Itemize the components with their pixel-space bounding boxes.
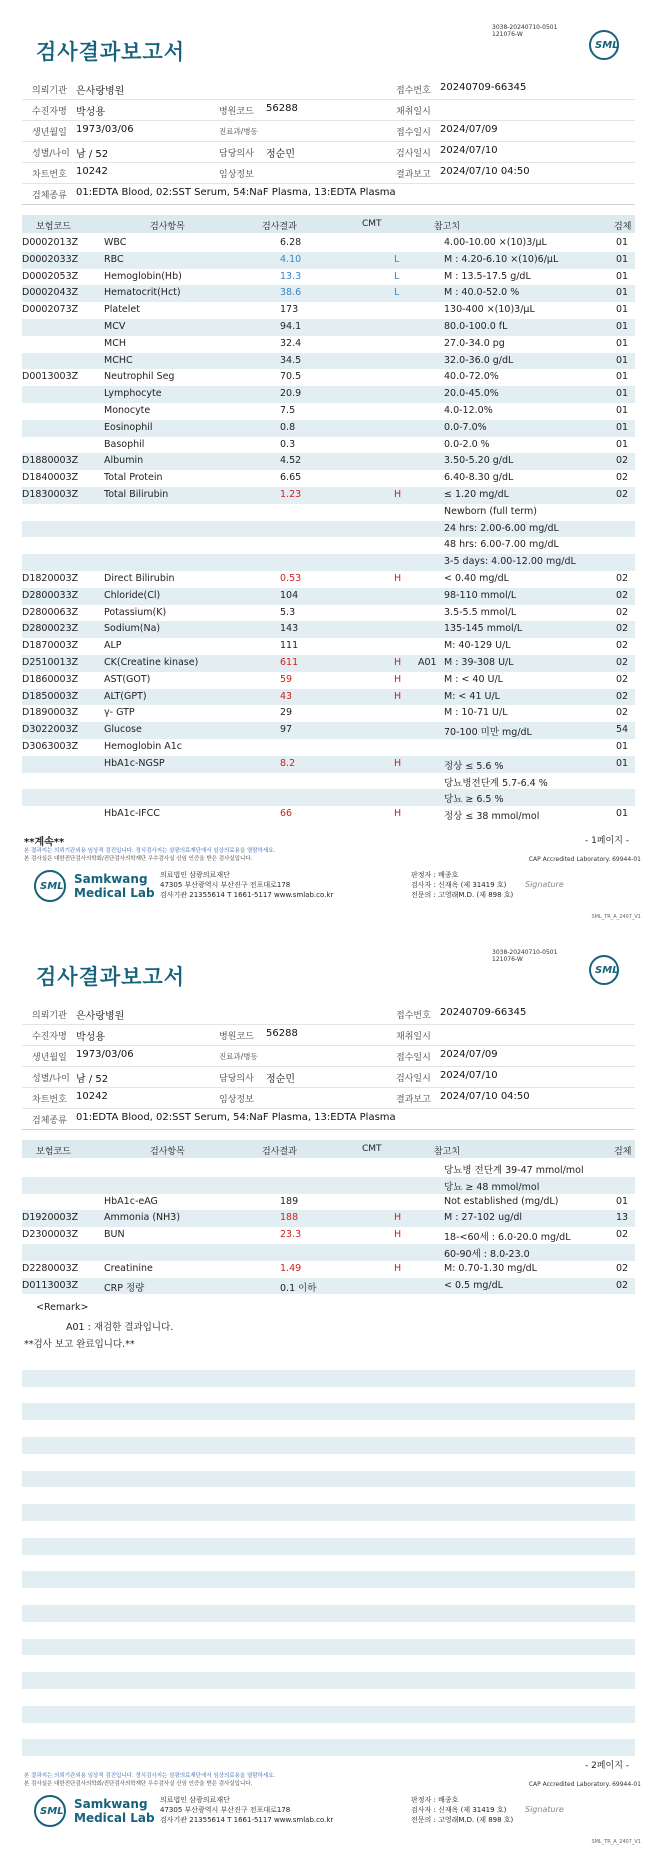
test-code: D0002073Z <box>22 304 79 316</box>
empty-row-stripe <box>22 1672 635 1689</box>
empty-row-stripe <box>22 1538 635 1555</box>
test-name: Basophil <box>104 438 145 450</box>
remark-title: <Remark> <box>36 1302 89 1313</box>
report-title: 검사결과보고서 <box>36 40 186 64</box>
specimen-code: 02 <box>616 472 629 484</box>
result-row <box>22 571 635 588</box>
reference-range: 3.50-5.20 g/dL <box>444 455 514 467</box>
test-value: 1.49 <box>280 1262 302 1274</box>
test-code: D1840003Z <box>22 472 79 484</box>
sml-footer-logo-icon: SML <box>34 870 66 902</box>
test-code: D1880003Z <box>22 455 79 467</box>
test-flag: L <box>394 287 400 299</box>
reference-range: M : 4.20-6.10 ×(10)6/μL <box>444 253 559 265</box>
accreditation-text: 본 검사실은 대한진단검사의학회/진단검사의학재단 우수검사실 신임 인증을 받은 검사실입니다. <box>24 856 253 862</box>
reference-range: 27.0-34.0 pg <box>444 337 505 349</box>
brand-name: Samkwang Medical Lab <box>74 872 155 900</box>
test-value: 0.53 <box>280 572 302 584</box>
test-value: 6.28 <box>280 237 302 248</box>
test-code: D0013003Z <box>22 371 79 383</box>
result-row <box>22 756 635 773</box>
test-name: AST(GOT) <box>104 673 151 685</box>
specimen-code: 02 <box>616 1262 629 1274</box>
footer-signers: 판정자 : 배종호 검사자 : 신재옥 (제 31419 호) 전문의 : 고영래M.D. (제 898 호) <box>411 1796 514 1824</box>
reference-range: 40.0-72.0% <box>444 371 499 383</box>
test-name: BUN <box>104 1229 125 1241</box>
result-row <box>22 1177 635 1194</box>
test-value: 29 <box>280 707 293 719</box>
reference-range: M : 10-71 U/L <box>444 707 508 719</box>
test-name: Albumin <box>104 455 144 467</box>
test-value: 13.3 <box>280 270 302 282</box>
reference-range: < 0.5 mg/dL <box>444 1279 503 1291</box>
specimen-code: 01 <box>616 1195 629 1207</box>
test-name: CK(Creatine kinase) <box>104 656 199 668</box>
notice-text: 본 결과지는 의뢰기관외용 임상적 검진입니다. 정식검사지는 삼광의료재단에서 임상의료용을 열람하세요. <box>24 1773 276 1779</box>
test-code: D3063003Z <box>22 740 79 752</box>
result-row <box>22 319 635 336</box>
result-row <box>22 386 635 403</box>
test-value: 5.3 <box>280 606 296 618</box>
cap-accreditation: CAP Accredited Laboratory. 69944-01 <box>528 1781 641 1788</box>
specimen-code: 01 <box>616 354 629 366</box>
reference-range: M : 27-102 ug/dl <box>444 1212 523 1224</box>
result-row <box>22 722 635 739</box>
report-time: 2024/07/10 04:50 <box>440 1091 530 1102</box>
specimen-code: 02 <box>616 673 629 685</box>
sex-age: 남 / 52 <box>76 1074 109 1085</box>
reference-range: 정상 ≤ 38 mmol/mol <box>444 811 540 823</box>
result-row <box>22 521 635 538</box>
specimen-code: 01 <box>616 404 629 416</box>
received-date: 2024/07/09 <box>440 124 498 135</box>
test-flag: H <box>394 690 402 702</box>
result-row <box>22 420 635 437</box>
test-code: D1820003Z <box>22 572 79 584</box>
test-name: Total Protein <box>104 472 163 484</box>
reference-range: 48 hrs: 6.00-7.00 mg/dL <box>444 539 559 551</box>
specimen-code: 02 <box>616 1279 629 1291</box>
reference-range: 0.0-7.0% <box>444 421 487 433</box>
test-flag: H <box>394 1229 402 1241</box>
specimen-code: 01 <box>616 388 629 400</box>
footer-address: 의료법인 삼광의료재단 47305 부산광역시 부산진구 전포대로178 검사기관 21355614 T 1661-5117 www.smlab.co.kr <box>160 1796 334 1824</box>
test-value: 611 <box>280 656 299 668</box>
test-value: 23.3 <box>280 1229 302 1241</box>
reference-range: 정상 ≤ 5.6 % <box>444 760 504 772</box>
result-row <box>22 403 635 420</box>
result-row <box>22 336 635 353</box>
sml-footer-logo-icon: SML <box>34 1795 66 1827</box>
reception-number: 20240709-66345 <box>440 82 527 93</box>
reference-range: M : 39-308 U/L <box>444 656 514 668</box>
test-code: D2800063Z <box>22 606 79 618</box>
test-value: 7.5 <box>280 404 296 416</box>
result-row <box>22 302 635 319</box>
test-value: 20.9 <box>280 388 302 400</box>
test-value: 4.52 <box>280 455 302 467</box>
hospital-name: 은사랑병원 <box>76 1011 125 1022</box>
sex-age: 남 / 52 <box>76 149 109 160</box>
result-row <box>22 672 635 689</box>
reference-range: 0.0-2.0 % <box>444 438 490 450</box>
footer-signers: 판정자 : 배종호 검사자 : 신재옥 (제 31419 호) 전문의 : 고영래M.D. (제 898 호) <box>411 871 514 899</box>
empty-row-stripe <box>22 1706 635 1723</box>
hospital-code: 56288 <box>266 1028 298 1039</box>
test-name: HbA1c-eAG <box>104 1195 158 1207</box>
test-code: D1920003Z <box>22 1212 79 1224</box>
chart-number: 10242 <box>76 166 108 177</box>
test-code: D1850003Z <box>22 690 79 702</box>
test-date: 2024/07/10 <box>440 145 498 156</box>
specimen-code: 02 <box>616 606 629 618</box>
signature-image: Signature <box>525 1805 564 1814</box>
brand-name: Samkwang Medical Lab <box>74 1797 155 1825</box>
result-row <box>22 655 635 672</box>
test-flag: H <box>394 1212 402 1224</box>
test-name: Creatinine <box>104 1262 153 1274</box>
result-row <box>22 773 635 790</box>
patient-info: 의뢰기관 은사랑병원 접수번호 20240709-66345 수진자명 박성용 병원코드 56288 채취일시 생년월일 1973/03/06 진료과/병동 접수일시 2024/07/09 성별/나이 남 / 52 담당의사 정순민 검사일시 2024/07/10 차트번호 10242 임상정보 결과보고 2024/07/10 04:50 검체종류 01:EDTA Blood, 02:SST Serum, 54:NaF Plasma, 13:EDTA Plasma <box>22 1004 635 1130</box>
reference-range: 4.0-12.0% <box>444 404 493 416</box>
test-name: WBC <box>104 237 127 248</box>
empty-row-stripe <box>22 1437 635 1454</box>
specimen-types: 01:EDTA Blood, 02:SST Serum, 54:NaF Plasma, 13:EDTA Plasma <box>76 1112 396 1123</box>
test-name: Eosinophil <box>104 421 153 433</box>
reference-range: M : < 40 U/L <box>444 673 503 685</box>
test-value: 6.65 <box>280 472 302 484</box>
reference-range: M : 40.0-52.0 % <box>444 287 520 299</box>
reference-range: 당뇨 ≥ 6.5 % <box>444 794 504 806</box>
hospital-name: 은사랑병원 <box>76 86 125 97</box>
test-value: 143 <box>280 623 299 635</box>
patient-name: 박성용 <box>76 1032 105 1043</box>
test-name: HbA1c-NGSP <box>104 757 165 769</box>
test-name: Glucose <box>104 724 142 736</box>
form-code: SML_TR_A_2407_V1 <box>591 1839 641 1845</box>
results-table <box>22 1160 635 1294</box>
test-code: D2800023Z <box>22 623 79 635</box>
test-name: MCHC <box>104 354 133 366</box>
reference-range: M: < 41 U/L <box>444 690 500 702</box>
document-id: 3038-20240710-0501 121076-W <box>492 949 558 963</box>
continue-label: **계속** <box>24 837 65 848</box>
birth-date: 1973/03/06 <box>76 1049 134 1060</box>
specimen-code: 02 <box>616 656 629 668</box>
test-value: 70.5 <box>280 371 302 383</box>
result-row <box>22 453 635 470</box>
test-name: ALT(GPT) <box>104 690 147 702</box>
empty-row-stripe <box>22 1571 635 1588</box>
reference-range: 130-400 ×(10)3/μL <box>444 304 535 316</box>
specimen-code: 02 <box>616 1229 629 1241</box>
test-value: 111 <box>280 640 299 652</box>
test-flag: H <box>394 572 402 584</box>
test-code: D0002013Z <box>22 237 79 248</box>
sml-logo-icon: SML <box>589 30 619 60</box>
specimen-code: 54 <box>616 724 629 736</box>
specimen-code: 01 <box>616 438 629 450</box>
reference-range: 70-100 미만 mg/dL <box>444 727 532 739</box>
test-name: CRP 정량 <box>104 1282 145 1294</box>
test-code: D0113003Z <box>22 1279 79 1291</box>
test-value: 0.1 이하 <box>280 1282 317 1294</box>
specimen-code: 01 <box>616 287 629 299</box>
received-date: 2024/07/09 <box>440 1049 498 1060</box>
result-row <box>22 235 635 252</box>
test-flag: L <box>394 253 400 265</box>
report-time: 2024/07/10 04:50 <box>440 166 530 177</box>
completion-text: **검사 보고 완료입니다.** <box>24 1339 135 1350</box>
reference-range: ≤ 1.20 mg/dL <box>444 488 509 500</box>
result-row <box>22 638 635 655</box>
result-row <box>22 487 635 504</box>
test-value: 1.23 <box>280 488 302 500</box>
test-name: Total Bilirubin <box>104 488 169 500</box>
empty-row-stripe <box>22 1639 635 1656</box>
test-name: Platelet <box>104 304 140 316</box>
result-row <box>22 588 635 605</box>
empty-row-stripe <box>22 1471 635 1488</box>
specimen-code: 02 <box>616 572 629 584</box>
reference-range: < 0.40 mg/dL <box>444 572 509 584</box>
test-code: D1870003Z <box>22 640 79 652</box>
result-row <box>22 1194 635 1211</box>
test-name: Potassium(K) <box>104 606 167 618</box>
test-code: D2510013Z <box>22 656 79 668</box>
test-name: MCV <box>104 320 126 332</box>
test-value: 66 <box>280 808 293 820</box>
test-value: 104 <box>280 589 299 601</box>
test-name: HbA1c-IFCC <box>104 808 160 820</box>
specimen-code: 01 <box>616 371 629 383</box>
result-row <box>22 621 635 638</box>
result-row <box>22 806 635 823</box>
reference-range: 6.40-8.30 g/dL <box>444 472 514 484</box>
test-value: 34.5 <box>280 354 302 366</box>
test-code: D1890003Z <box>22 707 79 719</box>
report-page-2 <box>0 925 655 1850</box>
specimen-types: 01:EDTA Blood, 02:SST Serum, 54:NaF Plasma, 13:EDTA Plasma <box>76 187 396 198</box>
specimen-code: 01 <box>616 421 629 433</box>
test-value: 97 <box>280 724 293 736</box>
test-flag: H <box>394 757 402 769</box>
results-table <box>22 235 635 823</box>
reference-range: 당뇨 ≥ 48 mmol/mol <box>444 1181 540 1193</box>
patient-info: 의뢰기관 은사랑병원 접수번호 20240709-66345 수진자명 박성용 병원코드 56288 채취일시 생년월일 1973/03/06 진료과/병동 접수일시 2024/07/09 성별/나이 남 / 52 담당의사 정순민 검사일시 2024/07/10 차트번호 10242 임상정보 결과보고 2024/07/10 04:50 검체종류 01:EDTA Blood, 02:SST Serum, 54:NaF Plasma, 13:EDTA Plasma <box>22 79 635 205</box>
results-table-header: 보험코드 검사항목 검사결과 CMT 참고치 검체 <box>22 215 635 233</box>
birth-date: 1973/03/06 <box>76 124 134 135</box>
test-name: Sodium(Na) <box>104 623 161 635</box>
specimen-code: 01 <box>616 757 629 769</box>
remark-text: A01 : 재검한 결과입니다. <box>66 1322 174 1333</box>
empty-row-stripe <box>22 1403 635 1420</box>
hospital-code: 56288 <box>266 103 298 114</box>
test-name: Neutrophil Seg <box>104 371 175 383</box>
specimen-code: 02 <box>616 690 629 702</box>
test-value: 188 <box>280 1212 299 1224</box>
result-row <box>22 537 635 554</box>
test-flag: H <box>394 488 402 500</box>
result-row <box>22 1227 635 1244</box>
test-code: D0002033Z <box>22 253 79 265</box>
reference-range: 당뇨병전단계 5.7-6.4 % <box>444 777 548 789</box>
test-value: 8.2 <box>280 757 296 769</box>
empty-row-stripe <box>22 1739 635 1756</box>
specimen-code: 01 <box>616 337 629 349</box>
result-row <box>22 437 635 454</box>
reference-range: 80.0-100.0 fL <box>444 320 508 332</box>
empty-row-stripe <box>22 1370 635 1387</box>
test-code: D0002043Z <box>22 287 79 299</box>
reference-range: 60-90세 : 8.0-23.0 <box>444 1248 530 1260</box>
test-code: D2300003Z <box>22 1229 79 1241</box>
test-flag: H <box>394 1262 402 1274</box>
reference-range: 32.0-36.0 g/dL <box>444 354 514 366</box>
specimen-code: 01 <box>616 808 629 820</box>
result-row <box>22 1261 635 1278</box>
result-row <box>22 353 635 370</box>
doctor-name: 정순민 <box>266 149 295 160</box>
result-row <box>22 369 635 386</box>
test-name: Ammonia (NH3) <box>104 1212 181 1224</box>
test-name: Chloride(Cl) <box>104 589 161 601</box>
sml-logo-icon: SML <box>589 955 619 985</box>
test-value: 189 <box>280 1195 299 1207</box>
result-row <box>22 705 635 722</box>
reference-range: 20.0-45.0% <box>444 388 499 400</box>
test-name: Lymphocyte <box>104 388 162 400</box>
result-row <box>22 269 635 286</box>
reference-range: 98-110 mmol/L <box>444 589 517 601</box>
test-value: 94.1 <box>280 320 302 332</box>
test-flag: H <box>394 673 402 685</box>
result-row <box>22 252 635 269</box>
specimen-code: 01 <box>616 237 629 248</box>
specimen-code: 13 <box>616 1212 629 1224</box>
document-id: 3038-20240710-0501 121076-W <box>492 24 558 38</box>
test-code: D0002053Z <box>22 270 79 282</box>
test-value: 173 <box>280 304 299 316</box>
specimen-code: 02 <box>616 707 629 719</box>
test-value: 38.6 <box>280 287 302 299</box>
reference-range: M : 13.5-17.5 g/dL <box>444 270 531 282</box>
page-number: - 2페이지 - <box>584 1761 629 1771</box>
results-table-header: 보험코드 검사항목 검사결과 CMT 참고치 검체 <box>22 1140 635 1158</box>
result-row <box>22 1160 635 1177</box>
test-value: 0.3 <box>280 438 296 450</box>
notice-text: 본 결과지는 의뢰기관외용 임상적 검진입니다. 정식검사지는 삼광의료재단에서 임상의료용을 열람하세요. <box>24 848 276 854</box>
test-value: 0.8 <box>280 421 296 433</box>
specimen-code: 01 <box>616 320 629 332</box>
reference-range: 135-145 mmol/L <box>444 623 523 635</box>
empty-row-stripe <box>22 1504 635 1521</box>
test-code: D1830003Z <box>22 488 79 500</box>
reference-range: 24 hrs: 2.00-6.00 mg/dL <box>444 522 559 534</box>
accreditation-text: 본 검사실은 대한진단검사의학회/진단검사의학재단 우수검사실 신임 인증을 받은 검사실입니다. <box>24 1781 253 1787</box>
reference-range: 4.00-10.00 ×(10)3/μL <box>444 237 547 248</box>
specimen-code: 02 <box>616 488 629 500</box>
test-code: D2800033Z <box>22 589 79 601</box>
reception-number: 20240709-66345 <box>440 1007 527 1018</box>
specimen-code: 01 <box>616 304 629 316</box>
test-name: MCH <box>104 337 126 349</box>
result-row <box>22 789 635 806</box>
result-row <box>22 739 635 756</box>
result-row <box>22 1244 635 1261</box>
footer-address: 의료법인 삼광의료재단 47305 부산광역시 부산진구 전포대로178 검사기관 21355614 T 1661-5117 www.smlab.co.kr <box>160 871 334 899</box>
test-flag: L <box>394 270 400 282</box>
signature-image: Signature <box>525 880 564 889</box>
specimen-code: 01 <box>616 740 629 752</box>
report-title: 검사결과보고서 <box>36 965 186 989</box>
test-value: 43 <box>280 690 293 702</box>
reference-range: 당뇨병 전단계 39-47 mmol/mol <box>444 1165 584 1176</box>
test-code: D3022003Z <box>22 724 79 736</box>
test-code: D2280003Z <box>22 1262 79 1274</box>
reference-range: 18-<60세 : 6.0-20.0 mg/dL <box>444 1232 571 1244</box>
test-value: 4.10 <box>280 253 302 265</box>
reference-range: Newborn (full term) <box>444 505 537 517</box>
reference-range: Not established (mg/dL) <box>444 1195 559 1207</box>
result-row <box>22 554 635 571</box>
test-comment: A01 <box>418 656 437 668</box>
page-number: - 1페이지 - <box>584 836 629 846</box>
result-row <box>22 285 635 302</box>
reference-range: 3-5 days: 4.00-12.00 mg/dL <box>444 556 576 568</box>
reference-range: M: 40-129 U/L <box>444 640 511 652</box>
result-row <box>22 470 635 487</box>
result-row <box>22 504 635 521</box>
result-row <box>22 1210 635 1227</box>
cap-accreditation: CAP Accredited Laboratory. 69944-01 <box>528 856 641 863</box>
test-name: ALP <box>104 640 122 652</box>
test-name: RBC <box>104 253 124 265</box>
specimen-code: 02 <box>616 589 629 601</box>
test-name: γ- GTP <box>104 707 135 719</box>
reference-range: 3.5-5.5 mmol/L <box>444 606 517 618</box>
test-name: Hemoglobin A1c <box>104 740 183 752</box>
empty-row-stripe <box>22 1605 635 1622</box>
specimen-code: 02 <box>616 640 629 652</box>
test-name: Monocyte <box>104 404 151 416</box>
test-flag: H <box>394 808 402 820</box>
specimen-code: 01 <box>616 270 629 282</box>
chart-number: 10242 <box>76 1091 108 1102</box>
test-name: Hemoglobin(Hb) <box>104 270 182 282</box>
test-flag: H <box>394 656 402 668</box>
test-code: D1860003Z <box>22 673 79 685</box>
patient-name: 박성용 <box>76 107 105 118</box>
reference-range: M: 0.70-1.30 mg/dL <box>444 1262 537 1274</box>
specimen-code: 02 <box>616 623 629 635</box>
result-row <box>22 1278 635 1295</box>
test-value: 59 <box>280 673 293 685</box>
form-code: SML_TR_A_2407_V1 <box>591 914 641 920</box>
test-date: 2024/07/10 <box>440 1070 498 1081</box>
specimen-code: 01 <box>616 253 629 265</box>
result-row <box>22 605 635 622</box>
doctor-name: 정순민 <box>266 1074 295 1085</box>
specimen-code: 02 <box>616 455 629 467</box>
test-name: Hematocrit(Hct) <box>104 287 181 299</box>
result-row <box>22 689 635 706</box>
test-name: Direct Bilirubin <box>104 572 175 584</box>
test-value: 32.4 <box>280 337 302 349</box>
